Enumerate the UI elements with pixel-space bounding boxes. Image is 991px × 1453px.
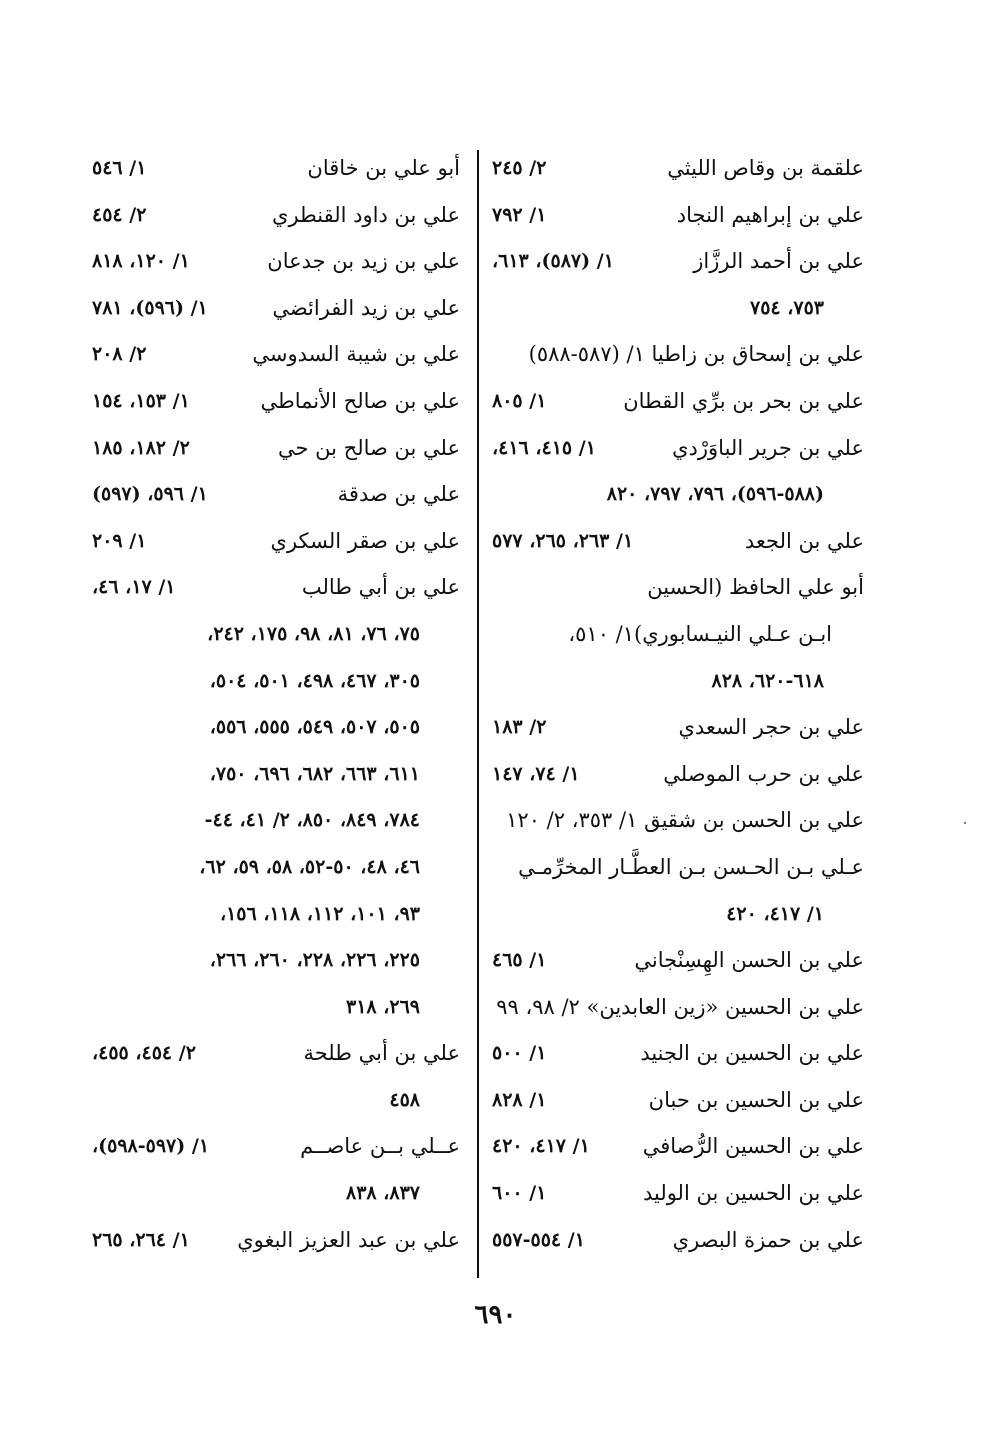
entry-reference: ١/ ٤٦٥ (492, 949, 547, 972)
index-entry (92, 1030, 460, 1077)
index-entry (492, 1030, 864, 1077)
index-entry (492, 425, 864, 472)
index-entry (492, 518, 864, 565)
index-entry (92, 1077, 460, 1124)
index-entry (492, 145, 864, 192)
index-entry (492, 331, 864, 378)
entry-name: علي بن إبراهيم النجاد (676, 202, 864, 227)
entry-name: علي بن زيد بن جدعان (267, 249, 460, 274)
entry-reference: ٦١٨-٦٢٠، ٨٢٨ (711, 669, 824, 692)
index-entry (492, 471, 864, 518)
entry-reference: ١/ (٥٨٧)، ٦١٣، (492, 250, 614, 273)
entry-reference: ١/ ٥٤٦ (92, 157, 147, 179)
entry-name: علي بن الحسين «زين العابدين» ٢/ ٩٨، ٩٩ (496, 994, 864, 1019)
entry-reference: (٥٨٨-٥٩٦)، ٧٩٦، ٧٩٧، ٨٢٠ (606, 483, 824, 506)
index-entry (492, 891, 864, 938)
entry-reference: ١/ ٥٠٠ (492, 1042, 547, 1065)
index-entry (92, 844, 460, 891)
page-number: ٦٩٠ (474, 1300, 517, 1330)
entry-name: علي بن أبي طلحة (303, 1041, 460, 1066)
entry-name: ابـن عـلي النيـسابوري)١/ ٥١٠، (568, 621, 832, 646)
index-entry (92, 564, 460, 611)
index-entry (492, 285, 864, 332)
entry-name: عــلي بــن عاصــم (300, 1134, 460, 1159)
index-entry (92, 611, 460, 658)
entry-name: علي بن الحسين بن حبان (648, 1087, 864, 1112)
entry-reference: ١/ ٤١٧، ٤٢٠ (492, 1135, 590, 1158)
scan-speck (964, 822, 966, 824)
entry-reference: ٢/ ١٨٣ (492, 716, 547, 739)
entry-name: علي بن إسحاق بن زاطيا ١/ (٥٨٧-٥٨٨) (528, 342, 864, 367)
entry-reference: ١/ ٢٠٩ (92, 529, 147, 552)
entry-reference: ٢/ ٢٠٨ (92, 343, 147, 366)
index-entry (492, 658, 864, 705)
entry-reference: ٩٣، ١٠١، ١١٢، ١١٨، ١٥٦، (219, 902, 420, 925)
entry-name: علي بن حرب الموصلي (663, 761, 864, 786)
entry-name: علي بن حجر السعدي (678, 715, 864, 740)
entry-reference: ٤٦، ٤٨، ٥٠-٥٢، ٥٨، ٥٩، ٦٢، (199, 855, 420, 878)
entry-reference: ١/ ٧٩٢ (492, 203, 547, 226)
index-entry (92, 704, 460, 751)
index-entry (92, 751, 460, 798)
entry-reference: ٢٦٩، ٣١٨ (346, 995, 420, 1018)
entry-reference: ١/ ٢٦٤، ٢٦٥ (92, 1228, 190, 1251)
index-entry (92, 378, 460, 425)
index-entry (492, 937, 864, 984)
index-entry (492, 1170, 864, 1217)
entry-name: علي بن صالح الأنماطي (260, 388, 460, 413)
entry-name: علي بن صقر السكري (270, 528, 460, 553)
entry-reference: ١/ ٦٠٠ (492, 1182, 547, 1205)
entry-reference: ٨٣٧، ٨٣٨ (346, 1182, 420, 1205)
entry-reference: ١/ (٥٩٧-٥٩٨)، (92, 1135, 210, 1158)
entry-name: علي بن شيبة السدوسي (252, 342, 460, 367)
entry-reference: ١/ ٤١٥، ٤١٦، (492, 436, 596, 459)
index-entry (92, 658, 460, 705)
index-entry (492, 844, 864, 891)
index-entry (492, 1077, 864, 1124)
index-entry (92, 937, 460, 984)
entry-reference: ١/ ٥٥٤-٥٥٧ (492, 1228, 585, 1251)
index-entry (92, 285, 460, 332)
entry-name: علي بن حمزة البصري (672, 1227, 864, 1252)
index-entry (92, 145, 460, 192)
index-entry (92, 1170, 460, 1217)
entry-reference: ٧٥٣، ٧٥٤ (750, 296, 824, 319)
entry-reference: ٦١١، ٦٦٣، ٦٨٢، ٦٩٦، ٧٥٠، (209, 762, 420, 785)
entry-reference: ٢/ ٢٤٥ (492, 157, 547, 179)
entry-name: علي بن أبي طالب (301, 575, 460, 600)
entry-name: علقمة بن وقاص الليثي (667, 156, 864, 180)
entry-reference: ٢/ ٤٥٤ (92, 203, 147, 226)
entry-reference: ١/ ٨٢٨ (492, 1088, 547, 1111)
index-entry (492, 797, 864, 844)
entry-name: علي بن بحر بن برِّي القطان (623, 388, 864, 413)
entry-name: علي بن زيد الفرائضي (272, 295, 460, 320)
entry-name: علي بن صدقة (337, 482, 460, 507)
index-entry (492, 1123, 864, 1170)
index-column-left (92, 145, 460, 1263)
entry-name: علي بن جرير الباوَرْدي (672, 435, 864, 460)
entry-reference: ٣٠٥، ٤٦٧، ٤٩٨، ٥٠١، ٥٠٤، (209, 669, 420, 692)
entry-name: عـلي بـن الحـسن بـن العطَّـار المخرِّمـي (518, 854, 864, 879)
index-entry (492, 192, 864, 239)
column-divider (477, 150, 479, 1278)
index-entry (492, 704, 864, 751)
entry-reference: ١/ ١٧، ٤٦، (92, 576, 176, 599)
index-column-right (492, 145, 864, 1263)
entry-name: علي بن صالح بن حي (277, 435, 460, 460)
entry-reference: ١/ ٧٤، ١٤٧ (492, 762, 580, 785)
index-entry (92, 425, 460, 472)
entry-reference: ١/ ٨٠٥ (492, 389, 547, 412)
index-entry (92, 331, 460, 378)
entry-name: علي بن داود القنطري (272, 202, 460, 227)
entry-name: علي بن الجعد (744, 528, 864, 553)
entry-reference: ٧٥، ٧٦، ٨١، ٩٨، ١٧٥، ٢٤٢، (207, 622, 420, 645)
entry-name: أبو علي الحافظ (الحسين (647, 575, 864, 600)
index-entry (92, 238, 460, 285)
entry-name: علي بن الحسن بن شقيق ١/ ٣٥٣، ٢/ ١٢٠ (506, 808, 864, 833)
entry-name: علي بن الحسين بن الجنيد (640, 1041, 864, 1066)
index-entry (492, 984, 864, 1031)
entry-name: علي بن الحسن الهِسِنْجاني (634, 948, 864, 973)
entry-name: أبو علي بن خاقان (307, 156, 460, 180)
index-entry (492, 611, 864, 658)
index-entry (92, 891, 460, 938)
index-entry (492, 378, 864, 425)
index-entry (92, 984, 460, 1031)
entry-reference: ١/ ٢٦٣، ٢٦٥، ٥٧٧ (492, 529, 634, 552)
entry-reference: ٢/ ٤٥٤، ٤٥٥، (92, 1042, 196, 1065)
entry-reference: ١/ ١٢٠، ٨١٨ (92, 250, 190, 273)
index-entry (92, 797, 460, 844)
entry-name: علي بن عبد العزيز البغوي (237, 1227, 460, 1252)
entry-reference: ٤٥٨ (389, 1088, 420, 1111)
index-entry (492, 1217, 864, 1264)
index-entry (92, 1123, 460, 1170)
index-entry (92, 471, 460, 518)
entry-reference: ١/ (٥٩٦)، ٧٨١ (92, 296, 208, 319)
index-entry (492, 564, 864, 611)
entry-reference: ٧٨٤، ٨٤٩، ٨٥٠، ٢/ ٤١، ٤٤- (204, 809, 420, 832)
index-entry (92, 518, 460, 565)
entry-reference: ١/ ٥٩٦، (٥٩٧) (92, 483, 208, 506)
entry-name: علي بن الحسين الرُّصافي (642, 1134, 864, 1159)
entry-reference: ٥٠٥، ٥٠٧، ٥٤٩، ٥٥٥، ٥٥٦، (209, 716, 420, 739)
entry-name: علي بن أحمد الرزَّاز (693, 249, 864, 274)
entry-name: علي بن الحسين بن الوليد (642, 1181, 864, 1206)
index-entry (492, 751, 864, 798)
index-entry (92, 192, 460, 239)
index-entry (92, 1217, 460, 1264)
entry-reference: ٢٢٥، ٢٢٦، ٢٢٨، ٢٦٠، ٢٦٦، (209, 949, 420, 972)
entry-reference: ١/ ٤١٧، ٤٢٠ (726, 902, 824, 925)
entry-reference: ١/ ١٥٣، ١٥٤ (92, 389, 190, 412)
index-entry (492, 238, 864, 285)
entry-reference: ٢/ ١٨٢، ١٨٥ (92, 436, 190, 459)
